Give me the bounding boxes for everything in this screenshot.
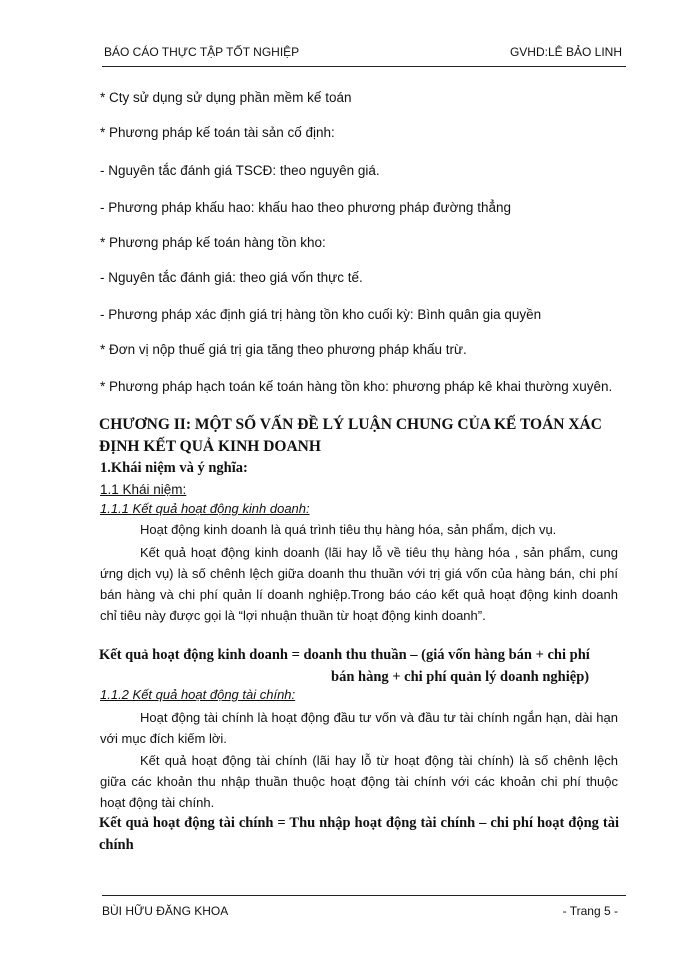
formula-business-result (99, 644, 619, 688)
chapter-heading-line-1: CHƯƠNG II: MỘT SỐ VẤN ĐỀ LÝ LUẬN CHUNG CỦA KẾ TOÁN XÁC (99, 416, 602, 433)
paragraph-financial-result: Kết quả hoạt động tài chính (lãi hay lỗ từ hoạt động tài chính) là số chênh lệch giữa các khoản thu nhập thuần thuộc hoạt động tài chính với các khoản chi phí thuộc hoạt động tài chính. (100, 753, 618, 810)
formula-financial-result: Kết quả hoạt động tài chính = Thu nhập hoạt động tài chính – chi phí hoạt động tài chính (99, 815, 619, 853)
paragraph-financial-activity: Hoạt động tài chính là hoạt động đầu tư vốn và đầu tư tài chính ngắn hạn, dài hạn với mục đích kiếm lời. (100, 710, 618, 746)
page-number: - Trang 5 - (562, 904, 618, 918)
page-header (102, 42, 626, 67)
author-name: BÙI HỮU ĐĂNG KHOA (102, 904, 229, 918)
intro-line-depreciation: - Phương pháp khấu hao: khấu hao theo phương pháp đường thẳng (100, 200, 511, 215)
intro-line-software: * Cty sử dụng sử dụng phần mềm kế toán (100, 90, 352, 105)
intro-line-perpetual: * Phương pháp hạch toán kế toán hàng tồn kho: phương pháp kê khai thường xuyên. (100, 379, 613, 394)
formula-business-line-1: Kết quả hoạt động kinh doanh = doanh thu thuần – (giá vốn hàng bán + chi phí (99, 647, 590, 663)
intro-line-ending-stock: - Phương pháp xác định giá trị hàng tồn kho cuối kỳ: Bình quân gia quyền (100, 307, 542, 322)
paragraph-business-result: Kết quả hoạt động kinh doanh (lãi hay lỗ về tiêu thụ hàng hóa , sản phẩm, cung ứng dịch vụ) là số chênh lệch giữa doanh thu thuần với trị giá vốn của hàng bán, chi phí bán hàng và chi phí quản lí doanh nghiệp.Trong báo cáo kết quả hoạt động kinh doanh chỉ tiêu này được gọi là “lợi nhuận thuần từ hoạt động kinh doanh”. (100, 545, 618, 623)
paragraph-business-activity: Hoạt động kinh doanh là quá trình tiêu thụ hàng hóa, sản phẩm, dịch vụ. (140, 522, 557, 537)
intro-line-cost-basis: - Nguyên tắc đánh giá: theo giá vốn thực tế. (100, 270, 363, 285)
section-heading-1-1-1: 1.1.1 Kết quả hoạt động kinh doanh: (100, 501, 310, 516)
chapter-heading-line-2: ĐỊNH KẾT QUẢ KINH DOANH (99, 438, 321, 455)
page-footer (102, 895, 626, 918)
section-heading-1-1: 1.1 Khái niệm: (100, 482, 187, 497)
intro-line-fixed-assets: * Phương pháp kế toán tài sản cố định: (100, 125, 335, 140)
intro-line-vat: * Đơn vị nộp thuế giá trị gia tăng theo phương pháp khấu trừ. (100, 342, 467, 357)
chapter-heading (99, 414, 619, 458)
section-heading-1-1-2: 1.1.2 Kết quả hoạt động tài chính: (100, 687, 296, 702)
section-heading-1: 1.Khái niệm và ý nghĩa: (100, 460, 248, 476)
intro-line-valuation: - Nguyên tắc đánh giá TSCĐ: theo nguyên giá. (100, 163, 380, 178)
report-title: BÁO CÁO THỰC TẬP TỐT NGHIỆP (104, 45, 300, 59)
formula-business-line-2: bán hàng + chi phí quản lý doanh nghiệp) (331, 669, 590, 685)
advisor-name: GVHD:LÊ BẢO LINH (509, 45, 622, 59)
intro-line-inventory: * Phương pháp kế toán hàng tồn kho: (100, 235, 326, 250)
